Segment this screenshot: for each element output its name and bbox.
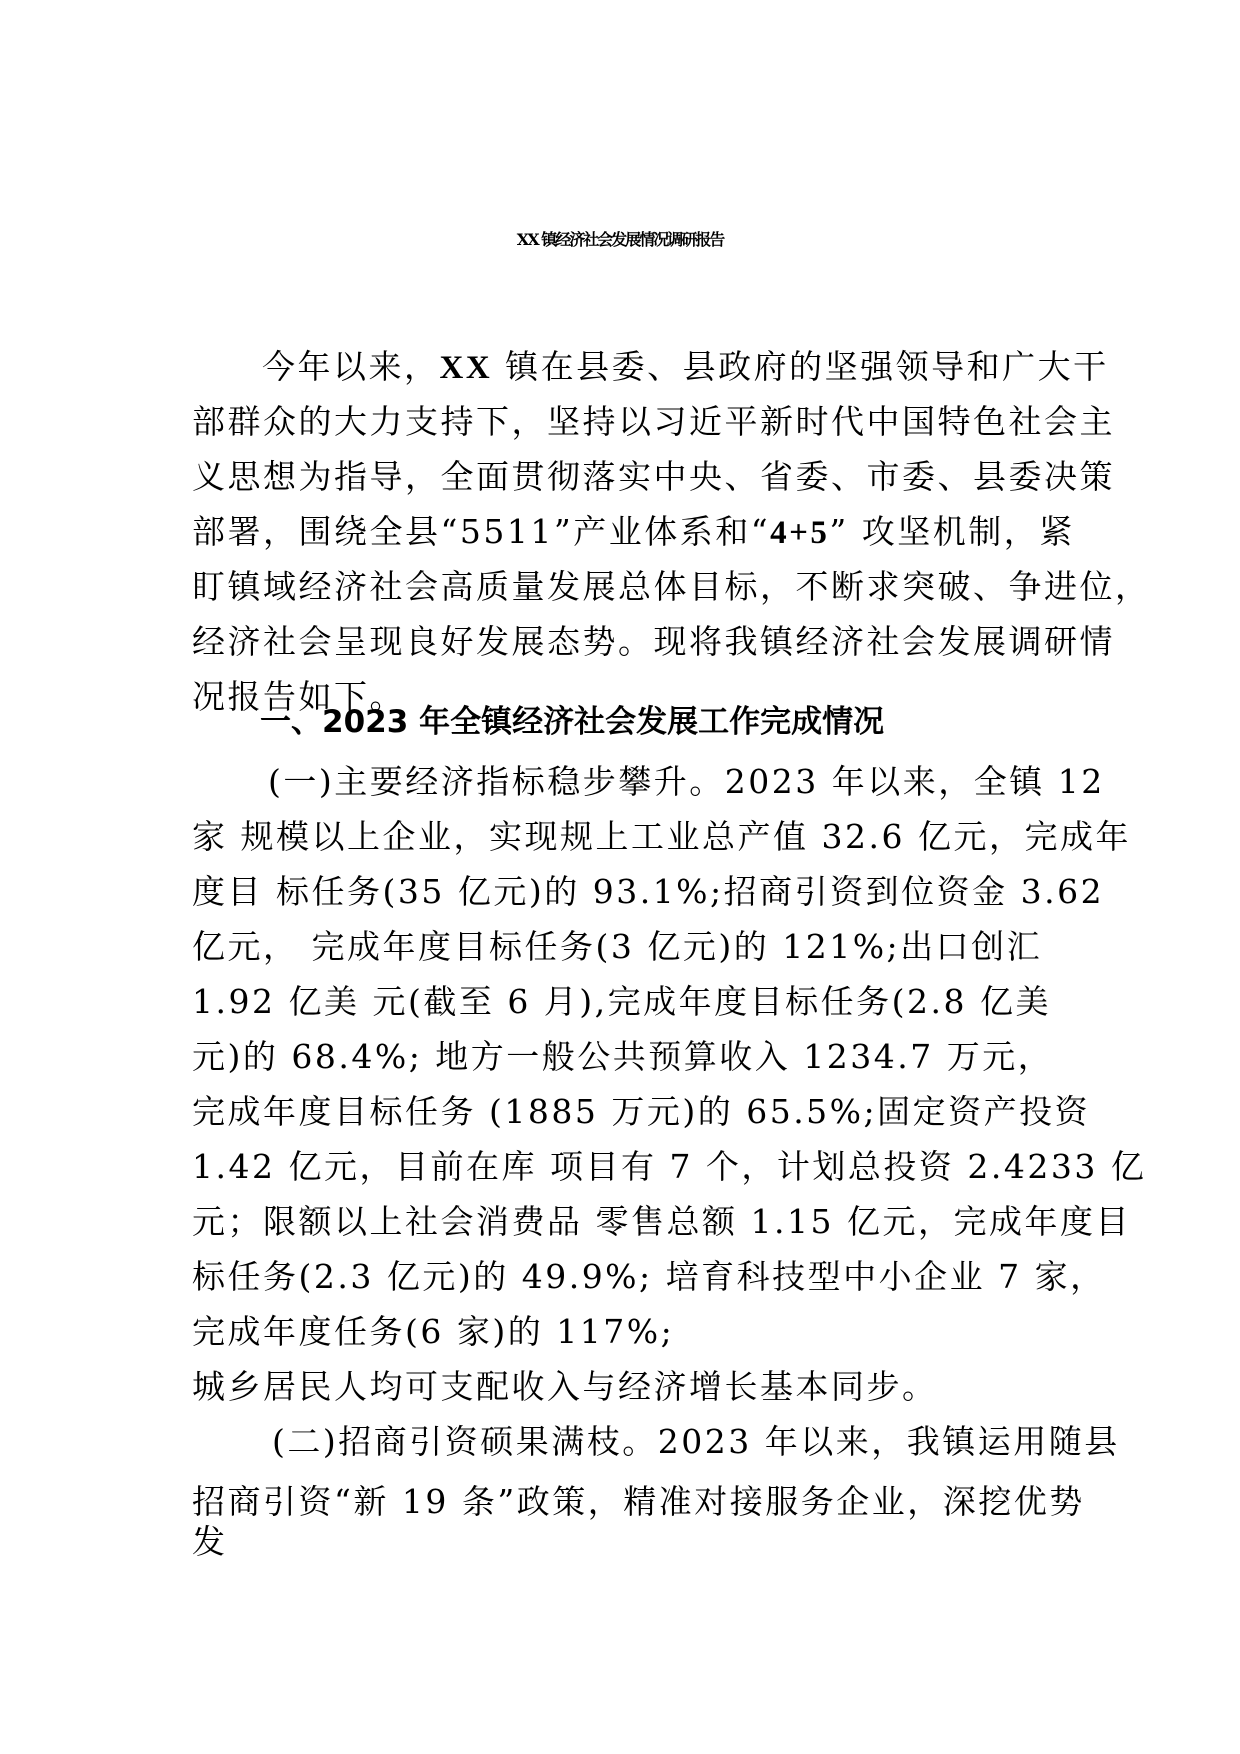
intro-line-1-suffix: 镇在县委、县政府的坚强领导和广大干 [492,347,1109,386]
section1-line-10: 标任务(2.3 亿元)的 49.9%; 培育科技型中小企业 7 家， [192,1257,1106,1296]
section2-line-2: 招商引资“新 19 条”政策，精准对接服务企业，深挖优势 [192,1482,1085,1521]
section1-line-2: 家 规模以上企业，实现规上工业总产值 32.6 亿元，完成年 [192,817,1131,856]
intro-line-1-prefix: 今年以来， [262,347,440,386]
section2-line-3: 发 [192,1522,228,1561]
intro-line-4 [192,510,1075,554]
intro-line-5: 盯镇域经济社会高质量发展总体目标，不断求突破、争进位， [192,567,1151,606]
section1-line-12: 城乡居民人均可支配收入与经济增长基本同步。 [192,1367,938,1406]
section1-line-11: 完成年度任务(6 家)的 117%; [192,1312,675,1351]
section1-line-1: (一)主要经济指标稳步攀升。2023 年以来，全镇 12 [268,762,1105,801]
intro-line-1 [262,345,1109,389]
section1-line-6: 元)的 68.4%; 地方一般公共预算收入 1234.7 万元， [192,1037,1054,1076]
section2-line-1: (二)招商引资硕果满枝。2023 年以来，我镇运用随县 [272,1422,1120,1461]
intro-line-7: 况报告如下。 [192,677,405,716]
section1-line-3: 度目 标任务(35 亿元)的 93.1%;招商引资到位资金 3.62 [192,872,1105,911]
intro-line-6: 经济社会呈现良好发展态势。现将我镇经济社会发展调研情 [192,622,1115,661]
section1-line-9: 元；限额以上社会消费品 零售总额 1.15 亿元，完成年度目 [192,1202,1131,1241]
intro-line-4-bold: 4+5 [770,515,830,551]
section1-line-4: 亿元， 完成年度目标任务(3 亿元)的 121%;出口创汇 [192,927,1043,966]
section1-line-8: 1.42 亿元，目前在库 项目有 7 个，计划总投资 2.4233 亿 [192,1147,1147,1186]
intro-line-2: 部群众的大力支持下，坚持以习近平新时代中国特色社会主 [192,402,1115,441]
section1-line-7: 完成年度目标任务 (1885 万元)的 65.5%;固定资产投资 [192,1092,1091,1131]
intro-line-3: 义思想为指导，全面贯彻落实中央、省委、市委、县委决策 [192,457,1115,496]
document-title: XX 镇经济社会发展情况调研报告 [516,230,724,249]
intro-line-4-suffix: ” 攻坚机制，紧 [829,512,1075,551]
intro-line-1-bold: XX [439,350,493,386]
section-heading: 一、2023 年全镇经济社会发展工作完成情况 [260,704,885,740]
section1-line-5: 1.92 亿美 元(截至 6 月),完成年度目标任务(2.8 亿美 [192,982,1052,1021]
intro-line-4-prefix: 部署，围绕全县“5511”产业体系和“ [192,512,771,551]
